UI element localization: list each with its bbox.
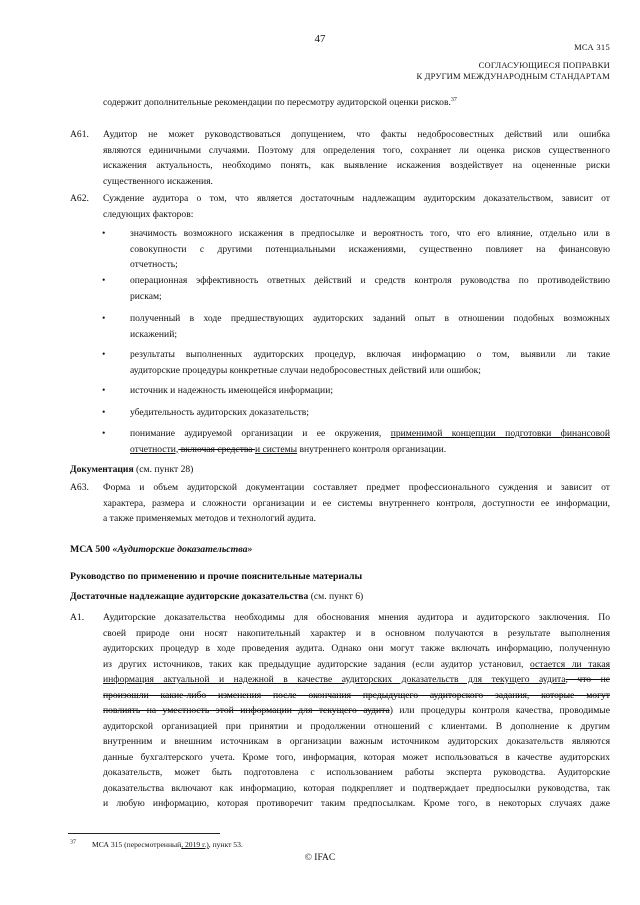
standard-code: МСА 315 — [574, 42, 610, 52]
para-a63-number: A63. — [70, 482, 89, 493]
inserted-text: информация актуальной и надежной в качестве аудиторских доказательств для текущего аудита — [103, 674, 566, 685]
para-a1 — [103, 610, 610, 812]
bullet-line: полученный в ходе предшествующих аудиторских заданий опыт в отношении подобных возможных — [130, 313, 610, 324]
bullet-item — [130, 383, 610, 399]
para-a1-line — [103, 672, 610, 688]
isa500-title: «Аудиторские доказательства» — [112, 544, 253, 555]
para-a61-line: искажения актуальность, необходимо понять, как выявление искажения воздействует на оцененные риски — [103, 160, 610, 171]
para-a1-line: внутренним и внешним источникам в организации важным источником аудиторских доказательств являются — [103, 736, 610, 747]
bullet-item-amended — [130, 426, 610, 457]
para-a1-line — [103, 657, 610, 673]
bullet-line: искажений; — [130, 328, 177, 340]
para-a63-line: а также применяемых методов и технологий аудита. — [103, 513, 317, 524]
inserted-text: и системы — [254, 443, 298, 455]
bullet-dot: • — [102, 407, 106, 418]
para-a62-number: A62. — [70, 193, 89, 204]
para-a63 — [103, 480, 610, 527]
inserted-text: применимой концепции подготовки финансовой — [390, 428, 610, 439]
copyright-footer: © IFAC — [304, 853, 336, 863]
bullet-line: операционная эффективность ответных действий и средств контроля руководства по противодействию — [130, 275, 610, 286]
para-a61-line: существенного искажения. — [103, 175, 213, 187]
sufficient-heading — [70, 589, 363, 605]
footnote-ref: 37 — [450, 96, 457, 103]
para-a1-line: и любую информацию, которая противоречит таким предпосылкам. Кроме того, в некоторых случаях даже — [103, 798, 610, 809]
heading-label: Документация — [70, 464, 134, 475]
para-a62-line: следующих факторов: — [103, 208, 194, 220]
bullet-item — [130, 311, 610, 342]
para-a1-line — [103, 688, 610, 704]
inserted-text: остается ли такая — [530, 658, 610, 670]
running-header-line2: К ДРУГИМ МЕЖДУНАРОДНЫМ СТАНДАРТАМ — [416, 71, 610, 81]
bullet-line: результаты выполненных аудиторских процедур, включая информацию о том, выявили ли такие — [130, 349, 610, 360]
intro-text: содержит дополнительные рекомендации по пересмотру аудиторской оценки рисков. — [103, 97, 451, 108]
para-a1-line: аудиторских процедур в ходе проведения аудита. Однако они могут также включать информацию, полученную — [103, 643, 610, 654]
heading-label: Достаточные надлежащие аудиторские доказательства — [70, 591, 309, 602]
bullet-line — [130, 442, 610, 458]
deleted-text: повлиять на уместность этой информации для текущего аудита — [103, 705, 390, 716]
bullet-item — [130, 347, 610, 378]
footnote-num: 37 — [70, 839, 76, 846]
para-a63-line: Форма и объем аудиторской документации составляет предмет профессионального суждения и зависит от — [103, 482, 610, 493]
guidance-heading: Руководство по применению и прочие пояснительные материалы — [70, 571, 363, 582]
para-a1-line: Аудиторские доказательства необходимы для обоснования мнения аудитора и аудиторского заключения. По — [103, 612, 610, 623]
para-a1-line: данные бухгалтерского учета. Кроме того, информация, которая может использоваться в качестве аудиторских — [103, 751, 610, 763]
running-header-line1: СОГЛАСУЮЩИЕСЯ ПОПРАВКИ — [478, 60, 610, 70]
footnote-text — [92, 840, 243, 849]
bullet-line: совокупности с другими потенциальными искажениями, существенно повлияет на финансовую — [130, 243, 610, 255]
bullet-dot: • — [102, 228, 106, 239]
bullet-item — [130, 405, 610, 421]
bullet-line: убедительность аудиторских доказательств; — [130, 407, 309, 418]
para-a1-number: A1. — [70, 612, 85, 623]
para-a61 — [103, 127, 610, 189]
para-a1-line — [103, 703, 610, 719]
documentation-heading — [70, 462, 193, 478]
footnote-text-part: МСА 315 (пересмотренный — [92, 840, 182, 849]
bullet-dot: • — [102, 275, 106, 286]
bullet-dot: • — [102, 428, 106, 439]
bullet-dot: • — [102, 313, 106, 324]
bullet-text: понимание аудируемой организации и ее окружения, — [130, 428, 391, 439]
bullet-dot: • — [102, 349, 106, 360]
deleted-text: произошли какие-либо изменения после окончания предыдущего аудиторского задания, которые могут — [103, 689, 610, 701]
bullet-line — [130, 426, 610, 442]
para-a1-line: своей природе они носят накопительный характер и в основном получаются в результате выполнения — [103, 627, 610, 639]
para-a61-line: Аудитор не может руководствоваться допущением, что факты недобросовестных действий или ошибка — [103, 129, 610, 140]
bullet-line: значимость возможного искажения в предпосылке и вероятность того, что его влияние, отдельно или в — [130, 228, 610, 239]
bullet-line: отчетность; — [130, 259, 178, 270]
bullet-line: источник и надежность имеющейся информации; — [130, 385, 333, 396]
para-text: ) или процедуры контроля качества, проводимые — [389, 705, 610, 716]
isa500-heading — [70, 544, 252, 555]
para-a1-line: доказательства включают как информацию, которая подкрепляет и подтверждает предпосылки руководства, так — [103, 782, 610, 794]
para-a1-line: доказательств, может быть подготовлена с использованием работы эксперта руководства. Аудиторские — [103, 767, 610, 778]
intro-line — [103, 95, 457, 111]
footnote-rule — [68, 833, 220, 834]
bullet-line: аудиторские процедуры конкретные случаи недобросовестных действий или ошибок; — [130, 364, 481, 376]
para-a63-line: характера, размера и сложности организации и ее системы внутреннего контроля, доступности ее информации, — [103, 497, 610, 509]
bullet-dot: • — [102, 385, 106, 396]
para-a1-line: аудиторской организацией при принятии и продолжении отношений с клиентами. В дополнение к другим — [103, 720, 610, 732]
bullet-item — [130, 226, 610, 273]
deleted-text: , что не — [565, 674, 610, 685]
para-text: из других источников, таких как предыдущие аудиторские задания (если аудитор установил, — [103, 658, 530, 670]
page-number: 47 — [314, 33, 326, 45]
footnote-number — [70, 840, 76, 849]
bullet-item — [130, 273, 610, 304]
footnote-text-part: , пункт 53. — [208, 840, 243, 849]
bullet-line: рискам; — [130, 290, 162, 302]
inserted-text: отчетности, — [130, 443, 179, 455]
bullet-text: внутреннего контроля организации. — [297, 443, 447, 455]
para-a61-number: A61. — [70, 129, 89, 140]
isa500-code: МСА 500 — [70, 544, 113, 555]
para-a62 — [103, 191, 610, 222]
heading-ref: (см. пункт 6) — [308, 591, 364, 602]
deleted-text: включая средства — [178, 443, 255, 455]
para-a62-line: Суждение аудитора о том, что является достаточным надлежащим аудиторским доказательством, зависит от — [103, 193, 610, 204]
inserted-text: , 2019 г.) — [181, 840, 209, 849]
para-a61-line: являются единичными случаями. Поэтому для определения того, сохраняет ли оценка рисков существенного — [103, 144, 610, 156]
heading-ref: (см. пункт 28) — [133, 464, 194, 475]
